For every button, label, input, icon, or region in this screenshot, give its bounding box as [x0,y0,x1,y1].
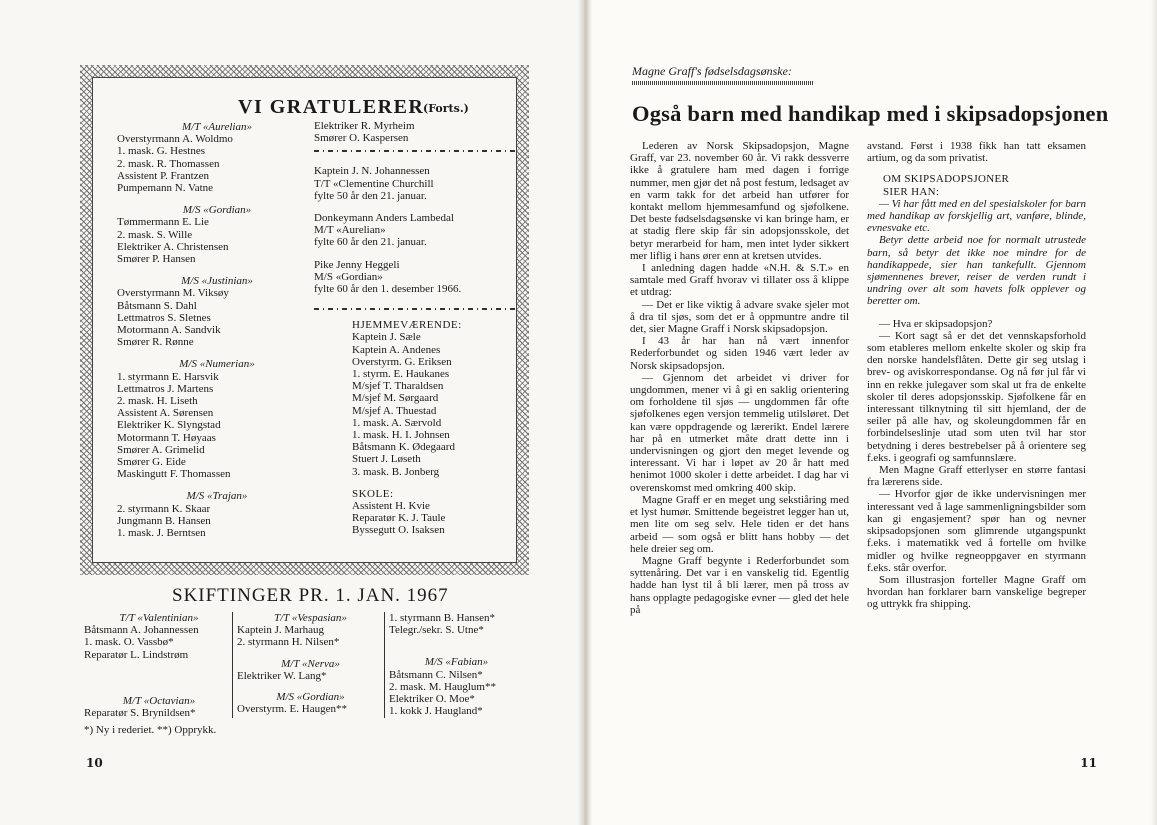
birthday-line: Donkeymann Anders Lambedal [314,212,454,225]
crew-line: Båtsmann S. Dahl [117,299,197,312]
gratulerer-inner [92,77,517,563]
hjemme-line: Kaptein A. Andenes [352,343,441,356]
subheading: OM SKIPSADOPSJONER [883,173,1010,186]
gratulerer-forts: (Forts.) [423,102,469,115]
hjemme-line: M/sjef T. Tharaldsen [352,380,444,393]
birthday-line: Kaptein J. N. Johannessen [314,165,430,178]
hjemme-line: Stuert J. Løseth [352,453,421,466]
crew-line: 1. styrmann B. Hansen* [389,612,496,624]
gratulerer-box [80,65,529,575]
paragraph: Men Magne Graff etterlyser en større fantasi fra lærerens side. [867,464,1086,489]
birthday-line: fylte 60 år den 1. desember 1966. [314,283,462,296]
footnote: *) Ny i rederiet. **) Opprykk. [84,724,217,736]
ship-name: M/T «Octavian» [122,694,196,707]
crew-line: Reparatør L. Lindstrøm [84,648,189,661]
hjemme-line: M/sjef A. Thuestad [352,404,437,417]
hjemme-line: M/sjef M. Sørgaard [352,392,439,405]
hjemme-line: Overstyrm. G. Eriksen [352,355,452,368]
skole-list [352,500,519,537]
crew-line: Maskingutt F. Thomassen [117,468,231,481]
gratulerer-title: VI GRATULERER [238,96,425,118]
crew-line: 1. kokk J. Haugland* [389,705,483,718]
hjemme-line: 1. styrm. E. Haukanes [352,368,450,381]
crew-line: Lettmatros S. Sletnes [117,311,211,324]
gratulerer-left-column [117,120,297,549]
crew-line: Lettmatros J. Martens [117,382,214,395]
crew-line: Elektriker A. Christensen [117,240,229,253]
birthday-entry [314,259,519,296]
hjemme-line: 3. mask. B. Jonberg [352,465,440,478]
crew-line: Båtsmann A. Johannessen [84,624,199,637]
crew-line: Overstyrm. E. Haugen** [237,703,347,716]
crew-line: Smører G. Eide [117,456,186,469]
crew-line: Telegr./sekr. S. Utne* [389,624,484,637]
page-number-left: 10 [86,756,103,770]
italic-paragraph: Betyr dette arbeid noe for normalt utrustede barn, så betyr det ikke noe mindre for de handikappede, sier han tankefullt. Gjennom sjømennenes brever, reiser de verden rundt i undring over alt som havets folk opplever og beretter om. [867,234,1086,308]
ship-name: M/S «Justinian» [181,275,253,288]
crew-line: Elektriker R. Myrheim [314,120,415,132]
subheading: SIER HAN: [883,185,940,198]
crew-group [117,204,297,265]
crew-line: 2. mask. R. Thomassen [117,157,220,170]
book-spine [578,0,592,825]
spacer [84,661,234,695]
skole-title: SKOLE: [352,487,394,500]
spacer [237,682,384,691]
hjemme-title: HJEMMEVÆRENDE: [352,319,462,332]
crew-line: 2. mask. M. Hauglum** [389,680,496,693]
right-top-group [314,120,519,155]
skole-line: Assistent H. Kvie [352,500,430,513]
crew-line: 2. styrmann H. Nilsen* [237,636,340,649]
hjemme-line: Båtsmann K. Ødegaard [352,441,455,454]
crew-line: Smører R. Rønne [117,336,194,349]
ship-name: M/S «Fabian» [424,656,489,669]
paragraph: — Hvorfor gjør de ikke undervisningen mer interessant ved å lage sammenligningsbilder som kan gi engasjement? spør han og nevner skipsadopsjonen som glimrende utgangspunkt f.eks. i matematikk ved å fortelle om hvilke midler og hvilke regneoppgaver en styrmann f.eks. står overfor. [867,488,1086,574]
skiftinger-title: SKIFTINGER PR. 1. JAN. 1967 [172,585,449,606]
crew-group [117,358,297,480]
paragraph: Magne Graff begynte i Rederforbundet som syttenåring. Det var i en vanskelig tid. Egentlig hadde han lyst til å bli lærer, men på tross av hans opplagte pedagogiske evner — gled det hele på [630,554,849,616]
italic-paragraph: — Vi har fått med en del spesialskoler for barn med handikap av forskjellig art, vanføre, blinde, evnesvake etc. [867,197,1086,235]
section-head-rule [632,81,813,85]
skole-line: Reparatør K. J. Taule [352,512,446,525]
ship-name: M/S «Gordian» [276,691,345,704]
spacer [389,636,524,656]
skiftinger-column-3 [384,612,524,718]
crew-line: Tømmermann E. Lie [117,216,209,229]
birthday-line: T/T «Clementine Churchill [314,177,434,190]
crew-line: Reparatør S. Brynildsen* [84,707,196,720]
birthdays [314,165,519,313]
paragraph: — Det er like viktig å advare svake sjeler mot å dra til sjøs, som det er å oppmuntre andre til det, sier Magne Graff i Norsk skipsadopsjon. [630,298,849,336]
crew-line: 1. mask. O. Vassbø* [84,636,174,649]
paragraph: avstand. Først i 1938 fikk han tatt eksamen artium, og da som privatist. [867,140,1086,165]
ship-name: M/S «Gordian» [182,204,252,217]
paragraph: I 43 år har han nå vært innenfor Rederforbundet og siden 1946 vært leder av Norsk skipsadopsjon. [630,335,849,372]
birthday-line: M/S «Gordian» [314,270,383,283]
crew-line: Assistent P. Frantzen [117,169,209,182]
crew-line: Smører P. Hansen [117,253,196,266]
crew-group [117,490,297,539]
right-page [585,0,1157,825]
crew-line: Motormann T. Høyaas [117,431,216,444]
hjemme-line: 1. mask. A. Særvold [352,416,442,429]
paragraph: I anledning dagen hadde «N.H. & S.T.» en samtale med Graff hvorav vi tillater oss å klippe et utdrag: [630,262,849,299]
crew-line: Overstyrmann A. Woldmo [117,133,233,146]
birthday-entry [314,165,519,202]
crew-line: Overstyrmann M. Viksøy [117,287,229,300]
gratulerer-right-column [314,120,519,537]
paragraph: Magne Graff er en meget ung sekstiåring med et lyst humør. Smittende begeistret legger han ut, men lite om seg selv. Hele tiden er det hans arbeid — som også er blitt hans hobby — det hele dreier seg om. [630,493,849,555]
birthday-line: Pike Jenny Heggeli [314,258,400,271]
crew-line: Kaptein J. Marhaug [237,624,325,637]
paragraph: — Gjennom det arbeidet vi driver for ungdommen, mener vi å gi en saklig orientering om forholdene til sjøs — ungdommen får ofte sjøfolkenes egen versjon temmelig utilsløret. Det kan være oppdragende og lærerikt. Endel lærere har på en utmerket måte dratt dette inn i undervisningen og gjort den meget levende og interessant. Vi har i løpet av 20 år hatt med henimot 1000 skoler i dette arbeidet. I dag har vi overenskomst med omkring 400 skip. [630,371,849,494]
ship-name: M/T «Nerva» [281,657,340,670]
ship-name: M/S «Trajan» [186,490,248,503]
crew-line: Båtsmann C. Nilsen* [389,668,483,681]
crew-group [117,275,297,348]
crew-line: 1. styrmann E. Harsvik [117,370,219,383]
birthday-line: fylte 50 år den 21. januar. [314,189,427,202]
separator [314,308,519,310]
crew-line: Pumpemann N. Vatne [117,182,214,195]
article-column-2 [867,140,1086,611]
birthday-line: fylte 60 år den 21. januar. [314,236,427,249]
page-number-right: 11 [1080,756,1097,770]
skiftinger-column-1 [84,612,234,719]
ship-name: M/T «Aurelian» [182,121,252,133]
section-head: Magne Graff's fødselsdagsønske: [632,64,792,78]
paragraph: Som illustrasjon forteller Magne Graff om hvordan han forklarer barn vanskelige begreper og uttrykk fra shipping. [867,573,1086,611]
crew-line: Motormann A. Sandvik [117,324,221,337]
ship-name: M/S «Numerian» [179,358,255,371]
crew-line: Assistent A. Sørensen [117,407,214,420]
article-title: Også barn med handikap med i skipsadopsjonen [632,101,1109,126]
separator [314,150,519,152]
crew-group [117,121,297,194]
spacer [867,308,1086,318]
paragraph: Lederen av Norsk Skipsadopsjon, Magne Graff, var 23. november 60 år. Vi rakk dessverre ikke å gratulere ham med dagen i forrige nummer, men gjør det nå post festum, ledsaget av en varm takk for det arbeid han utfører for kontakt mellom hjemmesamfund og sjøfolkene. Det beste fødselsdagsønske vi kan bringe ham, er at stadig flere skip får sin adopsjonsskole, det betyr merarbeid for ham, men intet lyder sikkert mer liflig i hans ører enn at kretsen utvides. [630,140,849,262]
crew-line: 2. styrmann K. Skaar [117,502,211,515]
crew-line: 2. mask. H. Liseth [117,395,198,408]
hjemme-line: Kaptein J. Sæle [352,331,421,344]
skole-line: Byssegutt O. Isaksen [352,524,445,537]
crew-line: Smører O. Kaspersen [314,132,409,145]
crew-line: Smører A. Grimelid [117,443,205,456]
hjemme-list [352,331,519,477]
birthday-entry [314,212,519,249]
skiftinger-column-2 [232,612,384,718]
ship-name: T/T «Vespasian» [274,612,347,624]
crew-line: 2. mask. S. Wille [117,228,193,241]
hjemme-line: 1. mask. H. I. Johnsen [352,429,450,442]
crew-line: 1. mask. G. Hestnes [117,145,205,158]
crew-line: 1. mask. J. Berntsen [117,527,206,540]
crew-line: Elektriker O. Moe* [389,693,475,706]
paragraph: — Hva er skipsadopsjon? [879,317,993,330]
birthday-line: M/T «Aurelian» [314,224,386,237]
crew-line: Jungmann B. Hansen [117,514,211,527]
article-column-1 [630,140,849,616]
spacer [237,649,384,658]
crew-line: Elektriker K. Slyngstad [117,419,221,432]
ship-name: T/T «Valentinian» [119,612,199,624]
crew-line: Elektriker W. Lang* [237,669,327,682]
paragraph: — Kort sagt så er det det vennskapsforhold som etableres mellom enkelte skoler og skip fra den norske handelsflåten. Dette gir seg utslag i brev- og aviskorrespondanse. Og nå før jul får vi inn en rekke julegaver som skal ut fra de enkelte skoler til deres adopsjonsskip. Sjøfolkene får en interessant tilknytning til sitt hjemland, der de seiler på alle hav, og skoleungdommen får en forbindelseslinje utad som uten tvil har stor betydning i deres bestrebelser på å orientere seg f.eks. i geografi og samfunnslære. [867,329,1086,464]
